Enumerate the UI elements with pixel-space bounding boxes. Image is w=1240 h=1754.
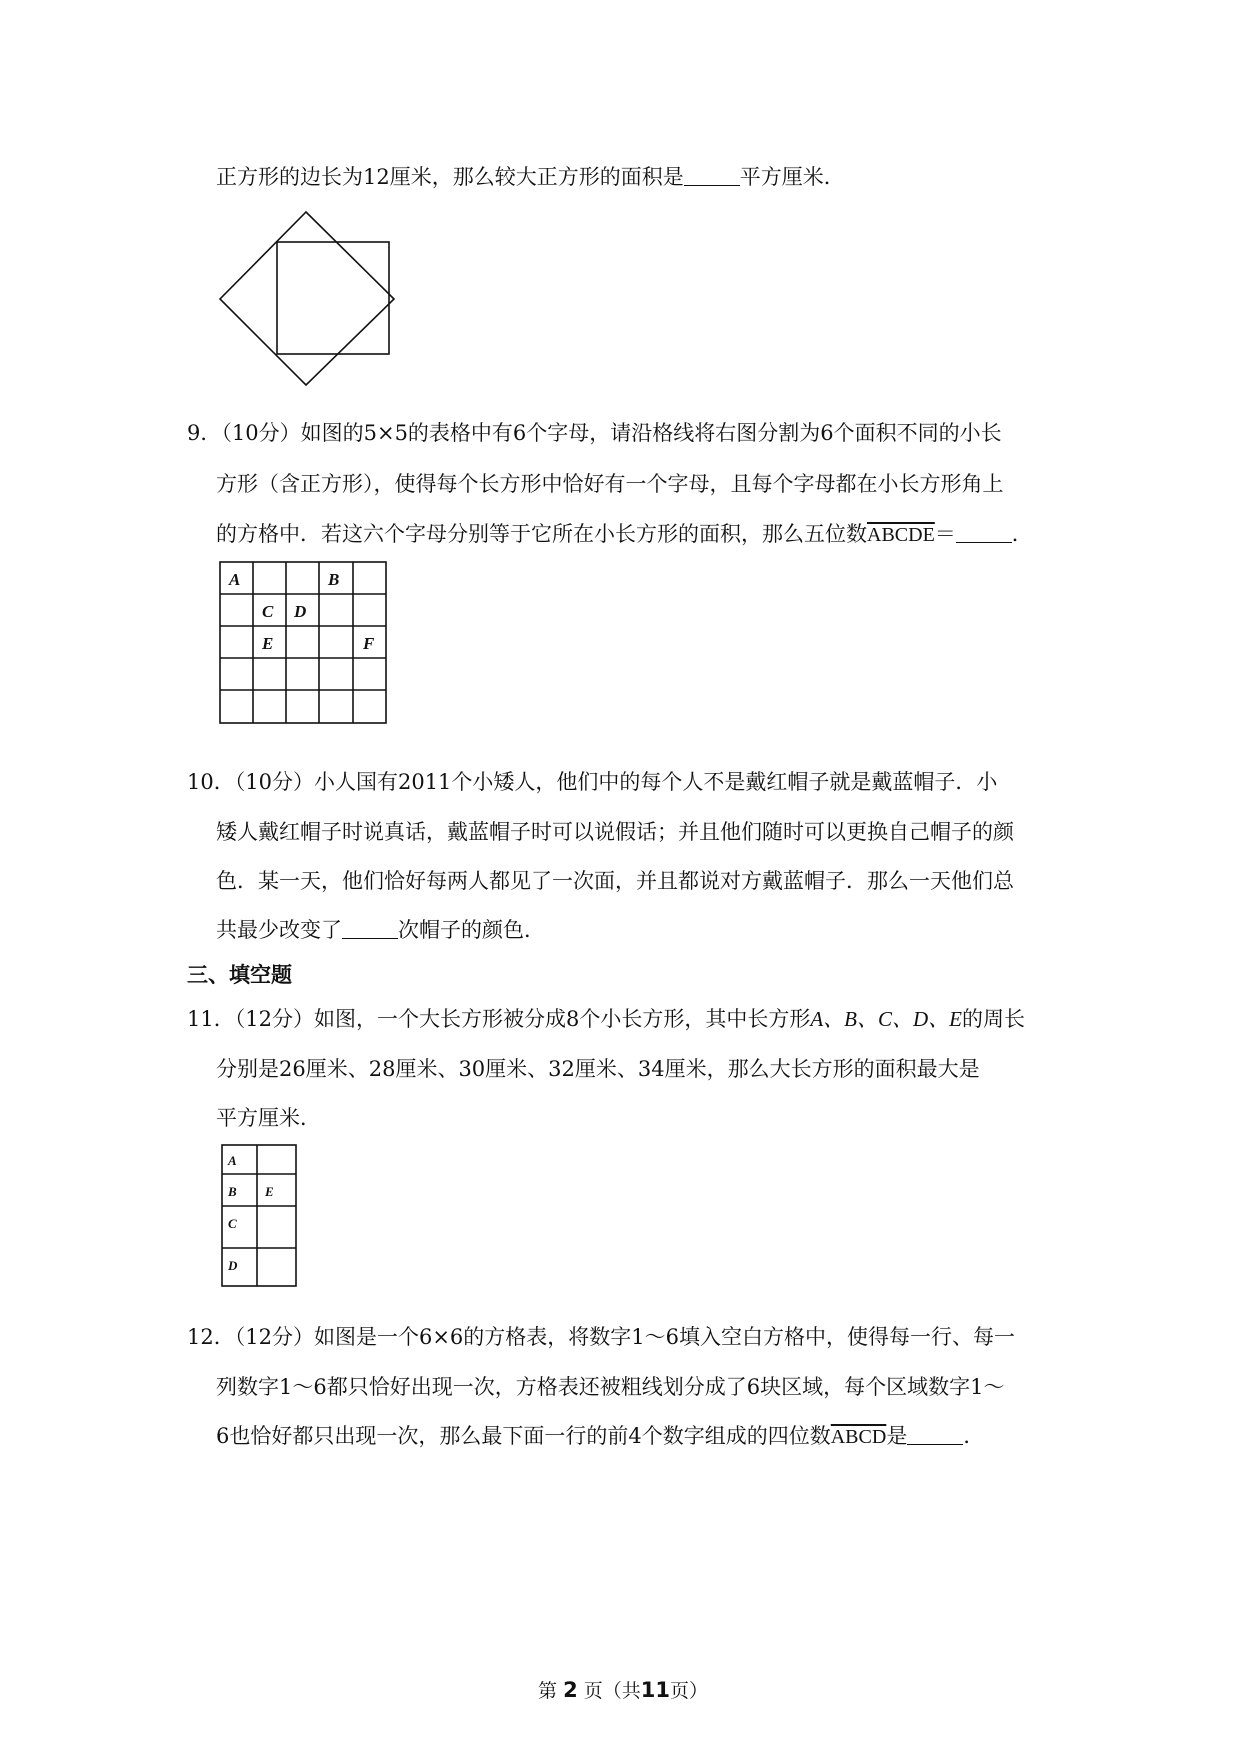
q9-line2 — [216, 470, 1004, 498]
q12-text1: 如图是一个6×6的方格表，将数字1～6填入空白方格中，使得每一行、每一 — [313, 1325, 1016, 1349]
q11-score: （12分） — [234, 1007, 314, 1031]
q9-score: （10分） — [221, 421, 301, 445]
q11-grid-letter-e: E — [265, 1184, 274, 1199]
q10-text3: 色．某一天，他们恰好每两人都见了一次面，并且都说对方戴蓝帽子．那么一天他们总 — [216, 869, 1014, 893]
q12-answer-blank[interactable] — [907, 1424, 963, 1445]
q11-grid-letter-a: A — [228, 1153, 237, 1168]
footer-middle: 页（共 — [583, 1680, 641, 1702]
q10-text1: 小人国有2011个小矮人，他们中的每个人不是戴红帽子就是戴蓝帽子．小 — [313, 770, 998, 794]
q11-letters: A、B、C、D、E — [810, 1007, 962, 1031]
q9-grid-letter-a: A — [229, 570, 241, 589]
q10-line4 — [216, 916, 545, 944]
q10-score: （10分） — [234, 770, 314, 794]
q9-answer-blank[interactable] — [956, 522, 1012, 543]
q11-grid-letter-b: B — [228, 1184, 237, 1199]
q9-number: 9． — [187, 421, 222, 445]
q10-line3 — [216, 867, 1014, 895]
q11-grid-letter-d: D — [228, 1258, 238, 1273]
footer-total-pages: 11 — [640, 1678, 670, 1702]
q11-line1 — [187, 1005, 1025, 1033]
q10-text4: 共最少改变了 — [216, 918, 342, 942]
q10-line2 — [216, 818, 1014, 846]
q11-grid-letter-c: C — [228, 1216, 237, 1231]
q12-text3: 6也恰好都只出现一次，那么最下面一行的前4个数字组成的四位数 — [216, 1424, 831, 1448]
q12-score: （12分） — [234, 1325, 314, 1349]
q12-line3 — [216, 1422, 984, 1451]
q9-text3: 的方格中．若这六个字母分别等于它所在小长方形的面积，那么五位数 — [216, 522, 867, 546]
section-heading: 三、填空题 — [187, 963, 292, 987]
q12-number: 12． — [187, 1325, 235, 1349]
q9-text1: 如图的5×5的表格中有6个字母，请沿格线将右图分割为6个面积不同的小长 — [300, 421, 1002, 445]
q9-grid-letter-e: E — [262, 634, 274, 653]
q12-tail: ． — [963, 1424, 985, 1448]
q9-text2: 方形（含正方形），使得每个长方形中恰好有一个字母，且每个字母都在小长方形角上 — [216, 472, 1004, 496]
q12-text3-end: 是 — [886, 1424, 908, 1448]
q11-text2: 分别是26厘米、28厘米、30厘米、32厘米、34厘米，那么大长方形的面积最大是 — [216, 1057, 980, 1081]
q11-text3: 平方厘米． — [216, 1106, 321, 1130]
q8-answer-blank[interactable] — [684, 165, 740, 186]
q11-text1: 如图，一个大长方形被分成8个小长方形，其中长方形 — [313, 1007, 811, 1031]
q11-rectangle-figure — [220, 1143, 300, 1289]
q11-number: 11． — [187, 1007, 235, 1031]
q9-grid-letter-d: D — [294, 602, 307, 621]
q10-number: 10． — [187, 770, 235, 794]
q8-axis-square — [277, 242, 389, 354]
footer-prefix: 第 — [538, 1680, 558, 1702]
q9-line3 — [216, 520, 1033, 549]
q12-text2: 列数字1～6都只恰好出现一次，方格表还被粗线划分成了6块区域，每个区域数字1～ — [216, 1375, 1005, 1399]
q9-grid-letter-b: B — [328, 570, 340, 589]
q10-answer-blank[interactable] — [342, 918, 398, 939]
q9-equals: ＝ — [934, 522, 956, 546]
q11-line3 — [216, 1104, 321, 1132]
q9-tail: ． — [1011, 522, 1033, 546]
q9-grid-figure — [218, 560, 390, 726]
q12-line2 — [216, 1373, 1004, 1401]
q9-grid-letter-c: C — [262, 602, 274, 621]
q8-squares-figure — [218, 210, 398, 390]
q9-grid-lines — [220, 562, 386, 723]
q9-overline-number: ABCDE — [867, 524, 935, 546]
q11-line2 — [216, 1055, 980, 1083]
q10-text4-end: 次帽子的颜色． — [398, 918, 545, 942]
q8-line1 — [216, 163, 845, 191]
q8-tilted-square — [220, 212, 394, 385]
q12-line1 — [187, 1323, 1015, 1351]
q9-grid-letter-f: F — [363, 634, 375, 653]
page-footer — [538, 1676, 708, 1703]
footer-page-number: 2 — [563, 1678, 578, 1702]
q10-line1 — [187, 768, 997, 796]
q8-text-end: 平方厘米． — [739, 165, 845, 189]
q12-overline-number: ABCD — [830, 1426, 887, 1448]
q11-text1-end: 的周长 — [961, 1007, 1025, 1031]
q10-text2: 矮人戴红帽子时说真话，戴蓝帽子时可以说假话；并且他们随时可以更换自己帽子的颜 — [216, 820, 1014, 844]
q8-text: 正方形的边长为12厘米，那么较大正方形的面积是 — [216, 165, 684, 189]
q9-line1 — [187, 419, 1002, 447]
footer-suffix: 页） — [669, 1680, 708, 1702]
